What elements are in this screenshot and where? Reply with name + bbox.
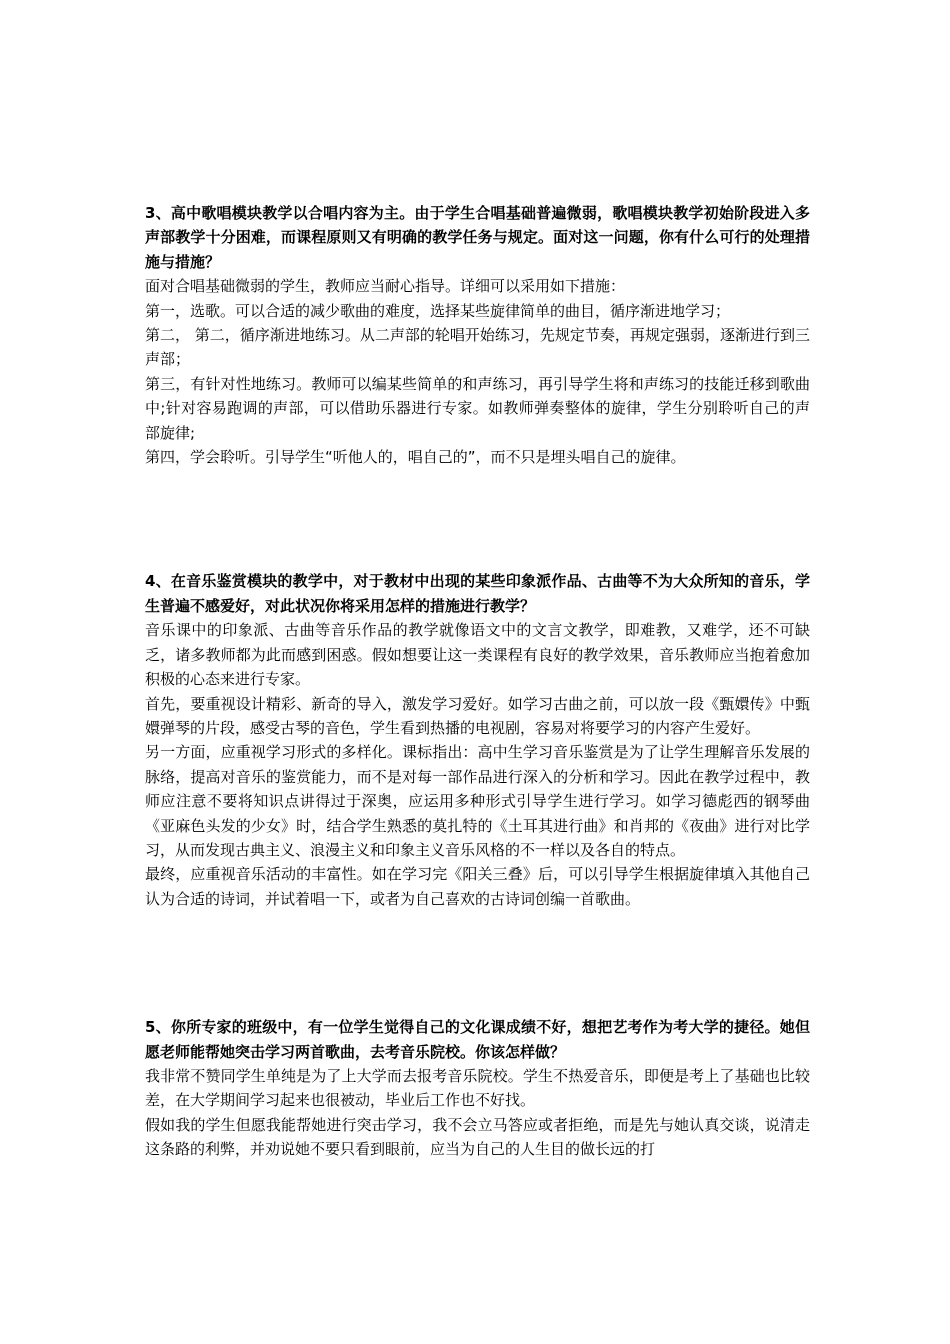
answer-paragraph: 第三，有针对性地练习。教师可以编某些简单的和声练习，再引导学生将和声练习的技能迁移到歌曲中;针对容易跑调的声部，可以借助乐器进行专家。如教师弹奏整体的旋律，学生分别聆听自己的声部旋律; — [145, 374, 810, 442]
answer-paragraph: 另一方面，应重视学习形式的多样化。课标指出：高中生学习音乐鉴赏是为了让学生理解音乐发展的脉络，提高对音乐的鉴赏能力，而不是对每一部作品进行深入的分析和学习。因此在教学过程中，教师应注意不要将知识点讲得过于深奥，应运用多种形式引导学生进行学习。如学习德彪西的钢琴曲《亚麻色头发的少女》时，结合学生熟悉的莫扎特的《土耳其进行曲》和肖邦的《夜曲》进行对比学习，从而发现古典主义、浪漫主义和印象主义音乐风格的不一样以及各自的特点。 — [145, 743, 810, 859]
answer-paragraph: 我非常不赞同学生单纯是为了上大学而去报考音乐院校。学生不热爱音乐，即便是考上了基础也比较差，在大学期间学习起来也很被动，毕业后工作也不好找。 — [145, 1066, 810, 1110]
answer-paragraph: 音乐课中的印象派、古曲等音乐作品的教学就像语文中的文言文教学，即难教，又难学，还不可缺乏，诸多教师都为此而感到困惑。假如想要让这一类课程有良好的教学效果，音乐教师应当抱着愈加积极的心态来进行专家。 — [145, 621, 810, 689]
section-spacer — [145, 469, 810, 569]
question-heading: 5、你所专家的班级中，有一位学生觉得自己的文化课成绩不好，想把艺考作为考大学的捷径。她但愿老师能帮她突击学习两首歌曲，去考音乐院校。你该怎样做？ — [145, 1018, 810, 1061]
question-section-4 — [145, 569, 810, 911]
answer-paragraph: 第一，选歌。可以合适的减少歌曲的难度，选择某些旋律简单的曲目，循序渐进地学习； — [145, 301, 731, 320]
answer-paragraph: 第二， 第二，循序渐进地练习。从二声部的轮唱开始练习，先规定节奏，再规定强弱，逐渐进行到三声部； — [145, 326, 810, 369]
document-body — [145, 201, 810, 1162]
question-section-3 — [145, 201, 810, 469]
section-spacer — [145, 911, 810, 1015]
question-heading: 3、高中歌唱模块教学以合唱内容为主。由于学生合唱基础普遍微弱，歌唱模块教学初始阶段进入多声部教学十分困难，而课程原则又有明确的教学任务与规定。面对这一问题，你有什么可行的处理措施与措施？ — [145, 204, 810, 271]
answer-paragraph: 首先，要重视设计精彩、新奇的导入，激发学习爱好。如学习古曲之前，可以放一段《甄嬛传》中甄嬛弹琴的片段，感受古琴的音色，学生看到热播的电视剧，容易对将要学习的内容产生爱好。 — [145, 694, 810, 737]
question-section-5 — [145, 1015, 810, 1161]
question-heading: 4、在音乐鉴赏模块的教学中，对于教材中出现的某些印象派作品、古曲等不为大众所知的音乐，学生普遍不感爱好，对此状况你将采用怎样的措施进行教学？ — [145, 572, 810, 615]
answer-paragraph: 面对合唱基础微弱的学生，教师应当耐心指导。详细可以采用如下措施： — [145, 277, 626, 296]
answer-paragraph: 最终，应重视音乐活动的丰富性。如在学习完《阳关三叠》后，可以引导学生根据旋律填入其他自己认为合适的诗词，并试着唱一下，或者为自己喜欢的古诗词创编一首歌曲。 — [145, 865, 810, 908]
answer-paragraph: 假如我的学生但愿我能帮她进行突击学习，我不会立马答应或者拒绝，而是先与她认真交谈，说清走这条路的利弊，并劝说她不要只看到眼前，应当为自己的人生目的做长远的打 — [145, 1115, 810, 1159]
answer-paragraph: 第四，学会聆听。引导学生“听他人的，唱自己的”，而不只是埋头唱自己的旋律。 — [145, 448, 686, 467]
